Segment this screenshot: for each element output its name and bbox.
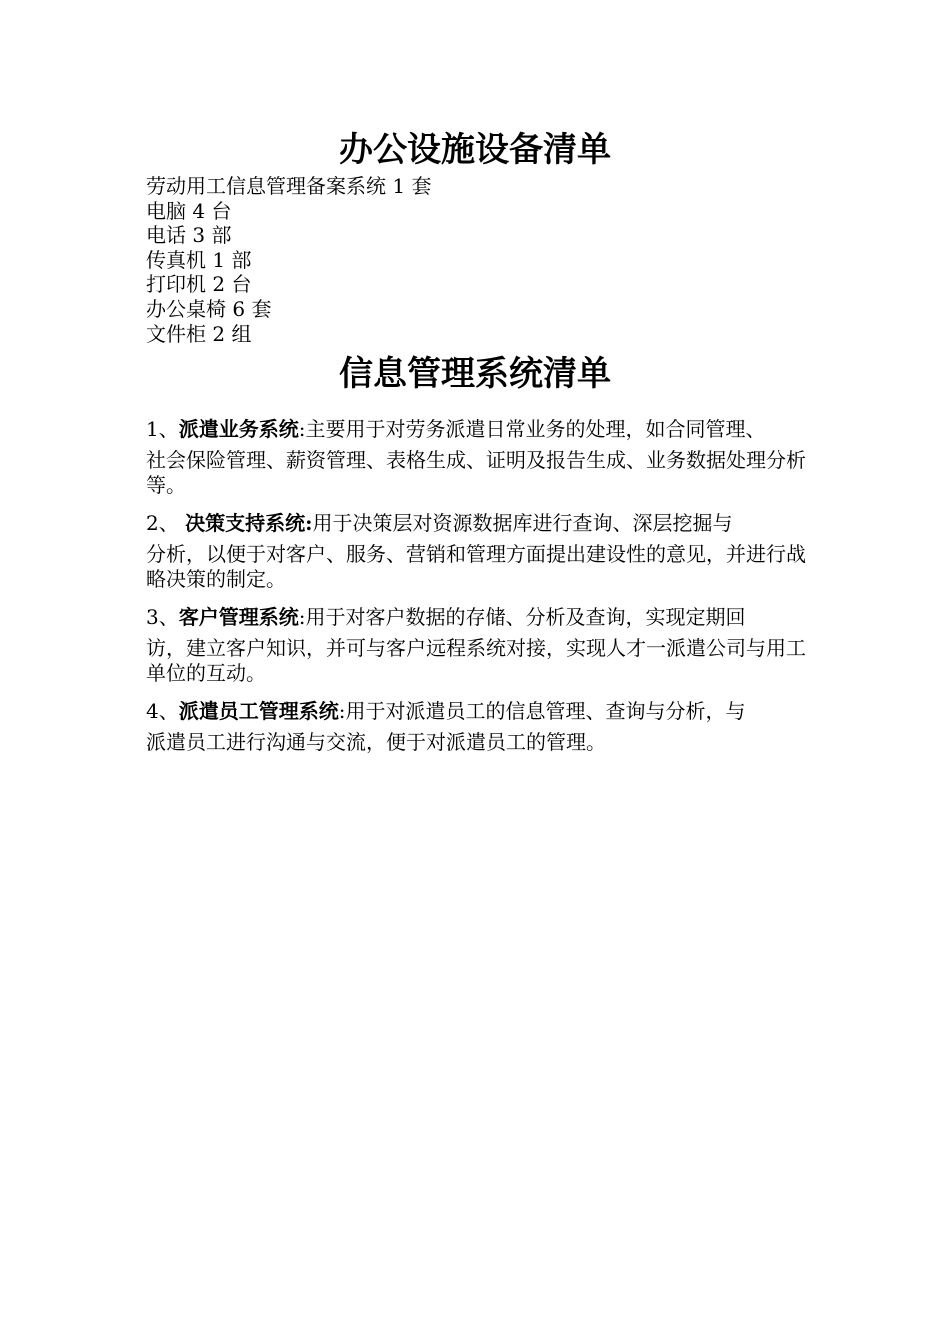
system-name: 派遣业务系统 bbox=[178, 417, 299, 441]
equipment-item: 传真机 1 部 bbox=[146, 247, 252, 272]
system-item-decision-support bbox=[146, 504, 814, 592]
system-number: 2、 bbox=[146, 511, 186, 535]
system-description-rest: 派遣员工进行沟通与交流，便于对派遣员工的管理。 bbox=[146, 730, 606, 754]
system-name: 派遣员工管理系统 bbox=[178, 699, 339, 723]
system-description-start: :用于对客户数据的存储、分析及查询，实现定期回 bbox=[298, 605, 746, 629]
equipment-item: 文件柜 2 组 bbox=[146, 321, 252, 346]
equipment-item: 打印机 2 台 bbox=[146, 272, 252, 297]
equipment-item: 电话 3 部 bbox=[146, 223, 232, 248]
equipment-list-title: 办公设施设备清单 bbox=[339, 130, 611, 170]
system-item-employee-management bbox=[146, 692, 814, 755]
system-number: 1、 bbox=[146, 417, 179, 441]
system-name: 客户管理系统 bbox=[178, 605, 299, 629]
systems-list-title: 信息管理系统清单 bbox=[339, 354, 611, 394]
system-description-rest: 分析，以便于对客户、服务、营销和管理方面提出建设性的意见，并进行战略决策的制定。 bbox=[146, 542, 806, 591]
system-item-customer-management bbox=[146, 598, 814, 686]
system-number: 3、 bbox=[146, 605, 179, 629]
system-number: 4、 bbox=[146, 699, 179, 723]
system-description-rest: 社会保险管理、薪资管理、表格生成、证明及报告生成、业务数据处理分析等。 bbox=[146, 448, 806, 497]
system-description-rest: 访，建立客户知识，并可与客户远程系统对接，实现人才一派遣公司与用工单位的互动。 bbox=[146, 636, 806, 685]
equipment-item: 办公桌椅 6 套 bbox=[146, 296, 272, 321]
system-item-dispatch-business bbox=[146, 410, 814, 498]
system-description-start: :主要用于对劳务派遣日常业务的处理，如合同管理、 bbox=[298, 417, 766, 441]
system-name: 决策支持系统: bbox=[185, 511, 313, 535]
equipment-item: 劳动用工信息管理备案系统 1 套 bbox=[146, 174, 432, 198]
systems-list bbox=[146, 410, 814, 761]
system-description-start: :用于对派遣员工的信息管理、查询与分析，与 bbox=[338, 699, 746, 723]
system-description-start: 用于决策层对资源数据库进行查询、深层挖掘与 bbox=[312, 511, 733, 535]
equipment-item: 电脑 4 台 bbox=[146, 198, 232, 223]
equipment-list bbox=[146, 174, 431, 346]
